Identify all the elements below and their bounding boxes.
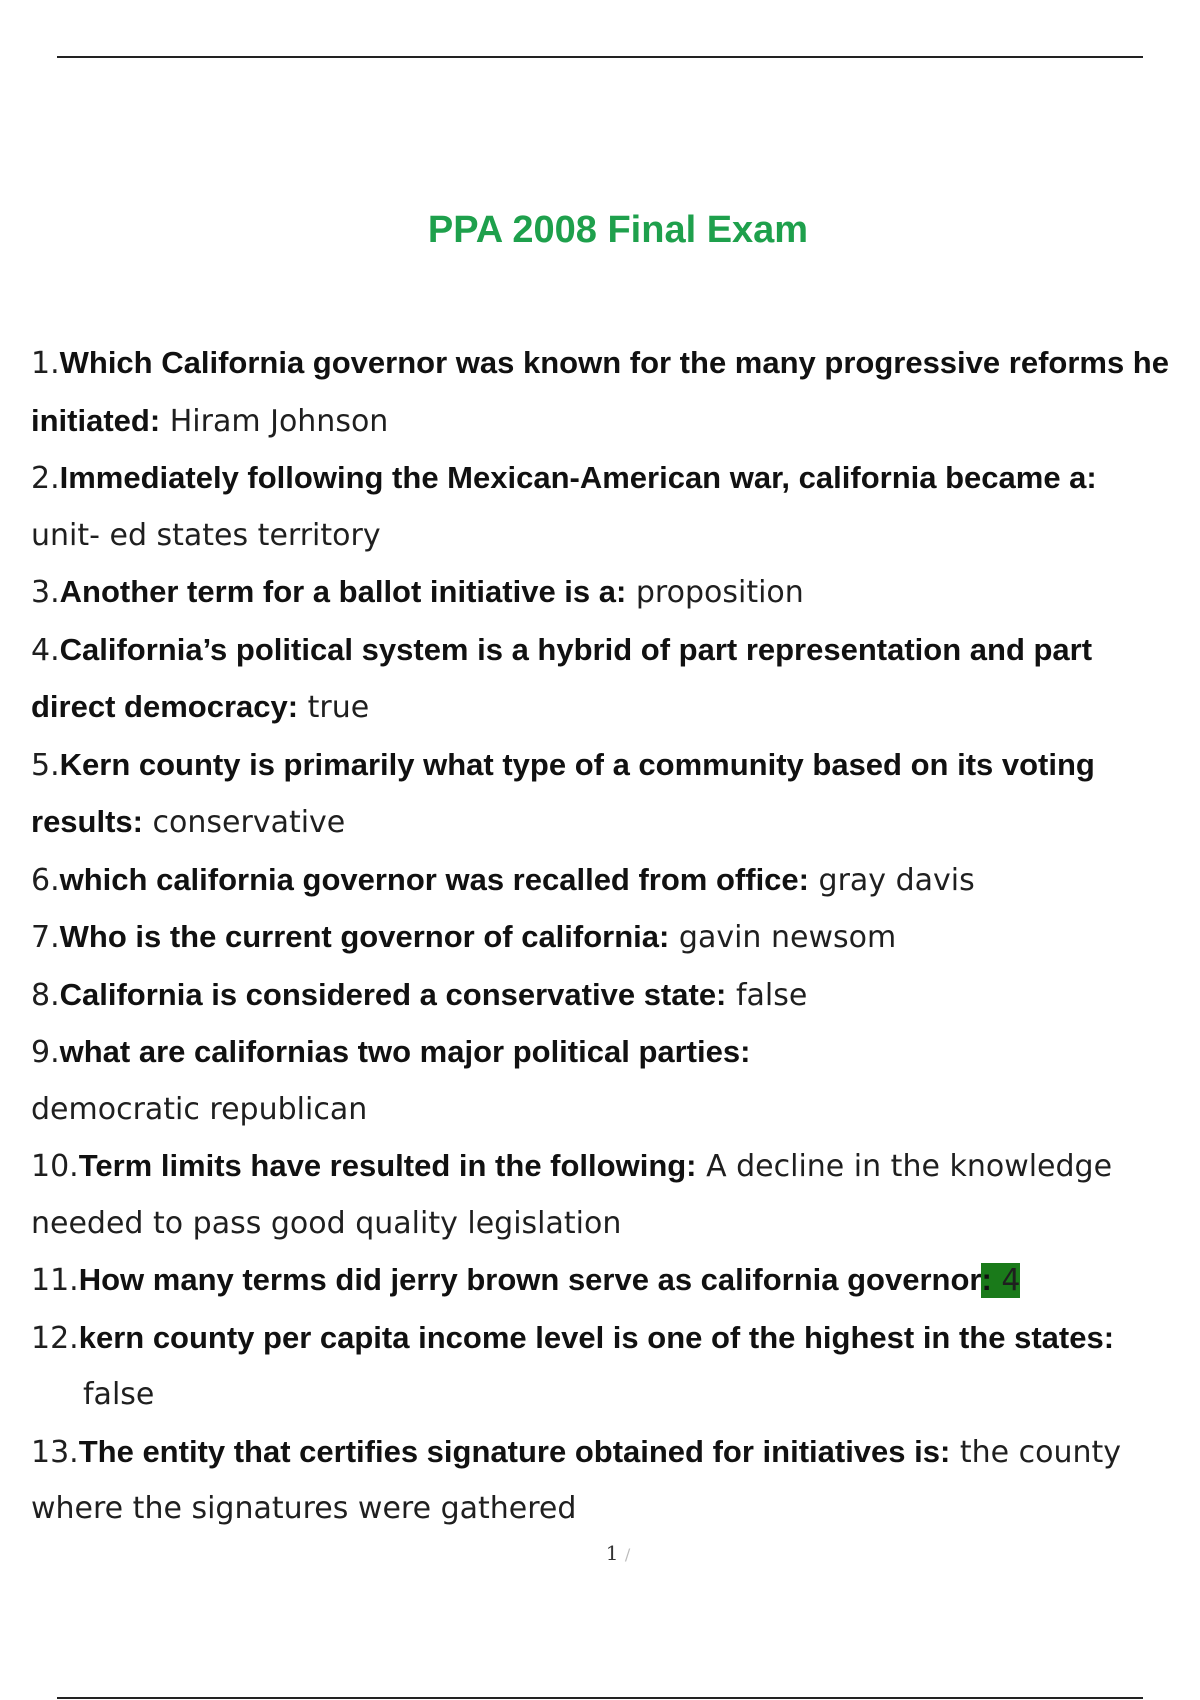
question-text: California’s political system is a hybrid of part representation and part direct democracy:: [31, 631, 1093, 724]
question-number: 1.: [31, 346, 60, 381]
question-item-5: [31, 737, 1173, 852]
question-colon: :: [981, 1262, 992, 1297]
question-text: The entity that certifies signature obtained for initiatives is:: [78, 1433, 951, 1469]
question-number: 7.: [31, 920, 60, 955]
answer-text: true: [307, 690, 370, 725]
question-number: 10.: [31, 1149, 79, 1184]
question-text: kern county per capita income level is one of the highest in the states:: [78, 1319, 1115, 1355]
question-text: Immediately following the Mexican-American war, california became a:: [59, 460, 1097, 495]
question-text: How many terms did jerry brown serve as california governor: [78, 1262, 982, 1297]
page-number-value: 1: [605, 1541, 619, 1565]
question-item-12: [31, 1310, 1173, 1424]
question-item-6: [31, 852, 1173, 910]
question-text: Who is the current governor of california:: [59, 919, 670, 954]
answer-text: A decline in the knowledge needed to pass good quality legislation: [31, 1149, 1113, 1241]
question-text: which california governor was recalled from office:: [59, 861, 809, 897]
question-item-11: [31, 1252, 1173, 1310]
question-item-1: [31, 335, 1173, 450]
answer-text: conservative: [152, 805, 346, 840]
question-text: Which California governor was known for the many progressive reforms he initiated:: [31, 345, 1169, 438]
answer-text: false: [735, 977, 808, 1013]
answer-text: the county where the signatures were gathered: [31, 1434, 1122, 1526]
question-item-2: [31, 450, 1173, 564]
question-item-8: [31, 967, 1173, 1025]
answer-text: democratic republican: [31, 1091, 368, 1127]
bottom-rule: [57, 1697, 1143, 1699]
question-list: [31, 335, 1173, 1538]
question-number: 6.: [31, 862, 60, 898]
question-item-9: [31, 1024, 1173, 1138]
question-item-10: [31, 1138, 1173, 1252]
question-item-7: [31, 909, 1173, 967]
question-item-4: [31, 622, 1173, 737]
answer-highlight: [981, 1263, 1020, 1298]
question-number: 4.: [31, 632, 60, 668]
question-text: Term limits have resulted in the following:: [78, 1148, 697, 1183]
document-title: PPA 2008 Final Exam: [427, 209, 809, 251]
question-number: 2.: [31, 461, 60, 496]
question-text: what are californias two major political parties:: [59, 1034, 751, 1069]
question-text: California is considered a conservative state:: [59, 976, 727, 1012]
question-number: 3.: [31, 575, 60, 610]
top-rule: [57, 56, 1143, 58]
question-text: Kern county is primarily what type of a community based on its voting results:: [31, 746, 1173, 839]
question-number: 8.: [31, 977, 60, 1013]
page-number: [0, 1541, 1200, 1565]
answer-text: gray davis: [818, 862, 975, 898]
answer-text: 4: [1001, 1263, 1021, 1298]
answer-text: false: [83, 1377, 155, 1412]
page-number-separator: /: [624, 1545, 631, 1564]
question-item-13: [31, 1424, 1173, 1538]
question-text: Another term for a ballot initiative is a:: [59, 574, 627, 609]
question-number: 13.: [31, 1434, 79, 1470]
question-number: 9.: [31, 1035, 60, 1070]
question-item-3: [31, 564, 1173, 622]
answer-text: proposition: [635, 575, 804, 610]
question-number: 11.: [31, 1263, 79, 1298]
answer-text: gavin newsom: [678, 920, 897, 955]
question-number: 12.: [31, 1320, 79, 1356]
answer-text: Hiram Johnson: [169, 403, 389, 439]
question-number: 5.: [31, 747, 60, 783]
answer-text: unit- ed states territory: [31, 517, 381, 553]
